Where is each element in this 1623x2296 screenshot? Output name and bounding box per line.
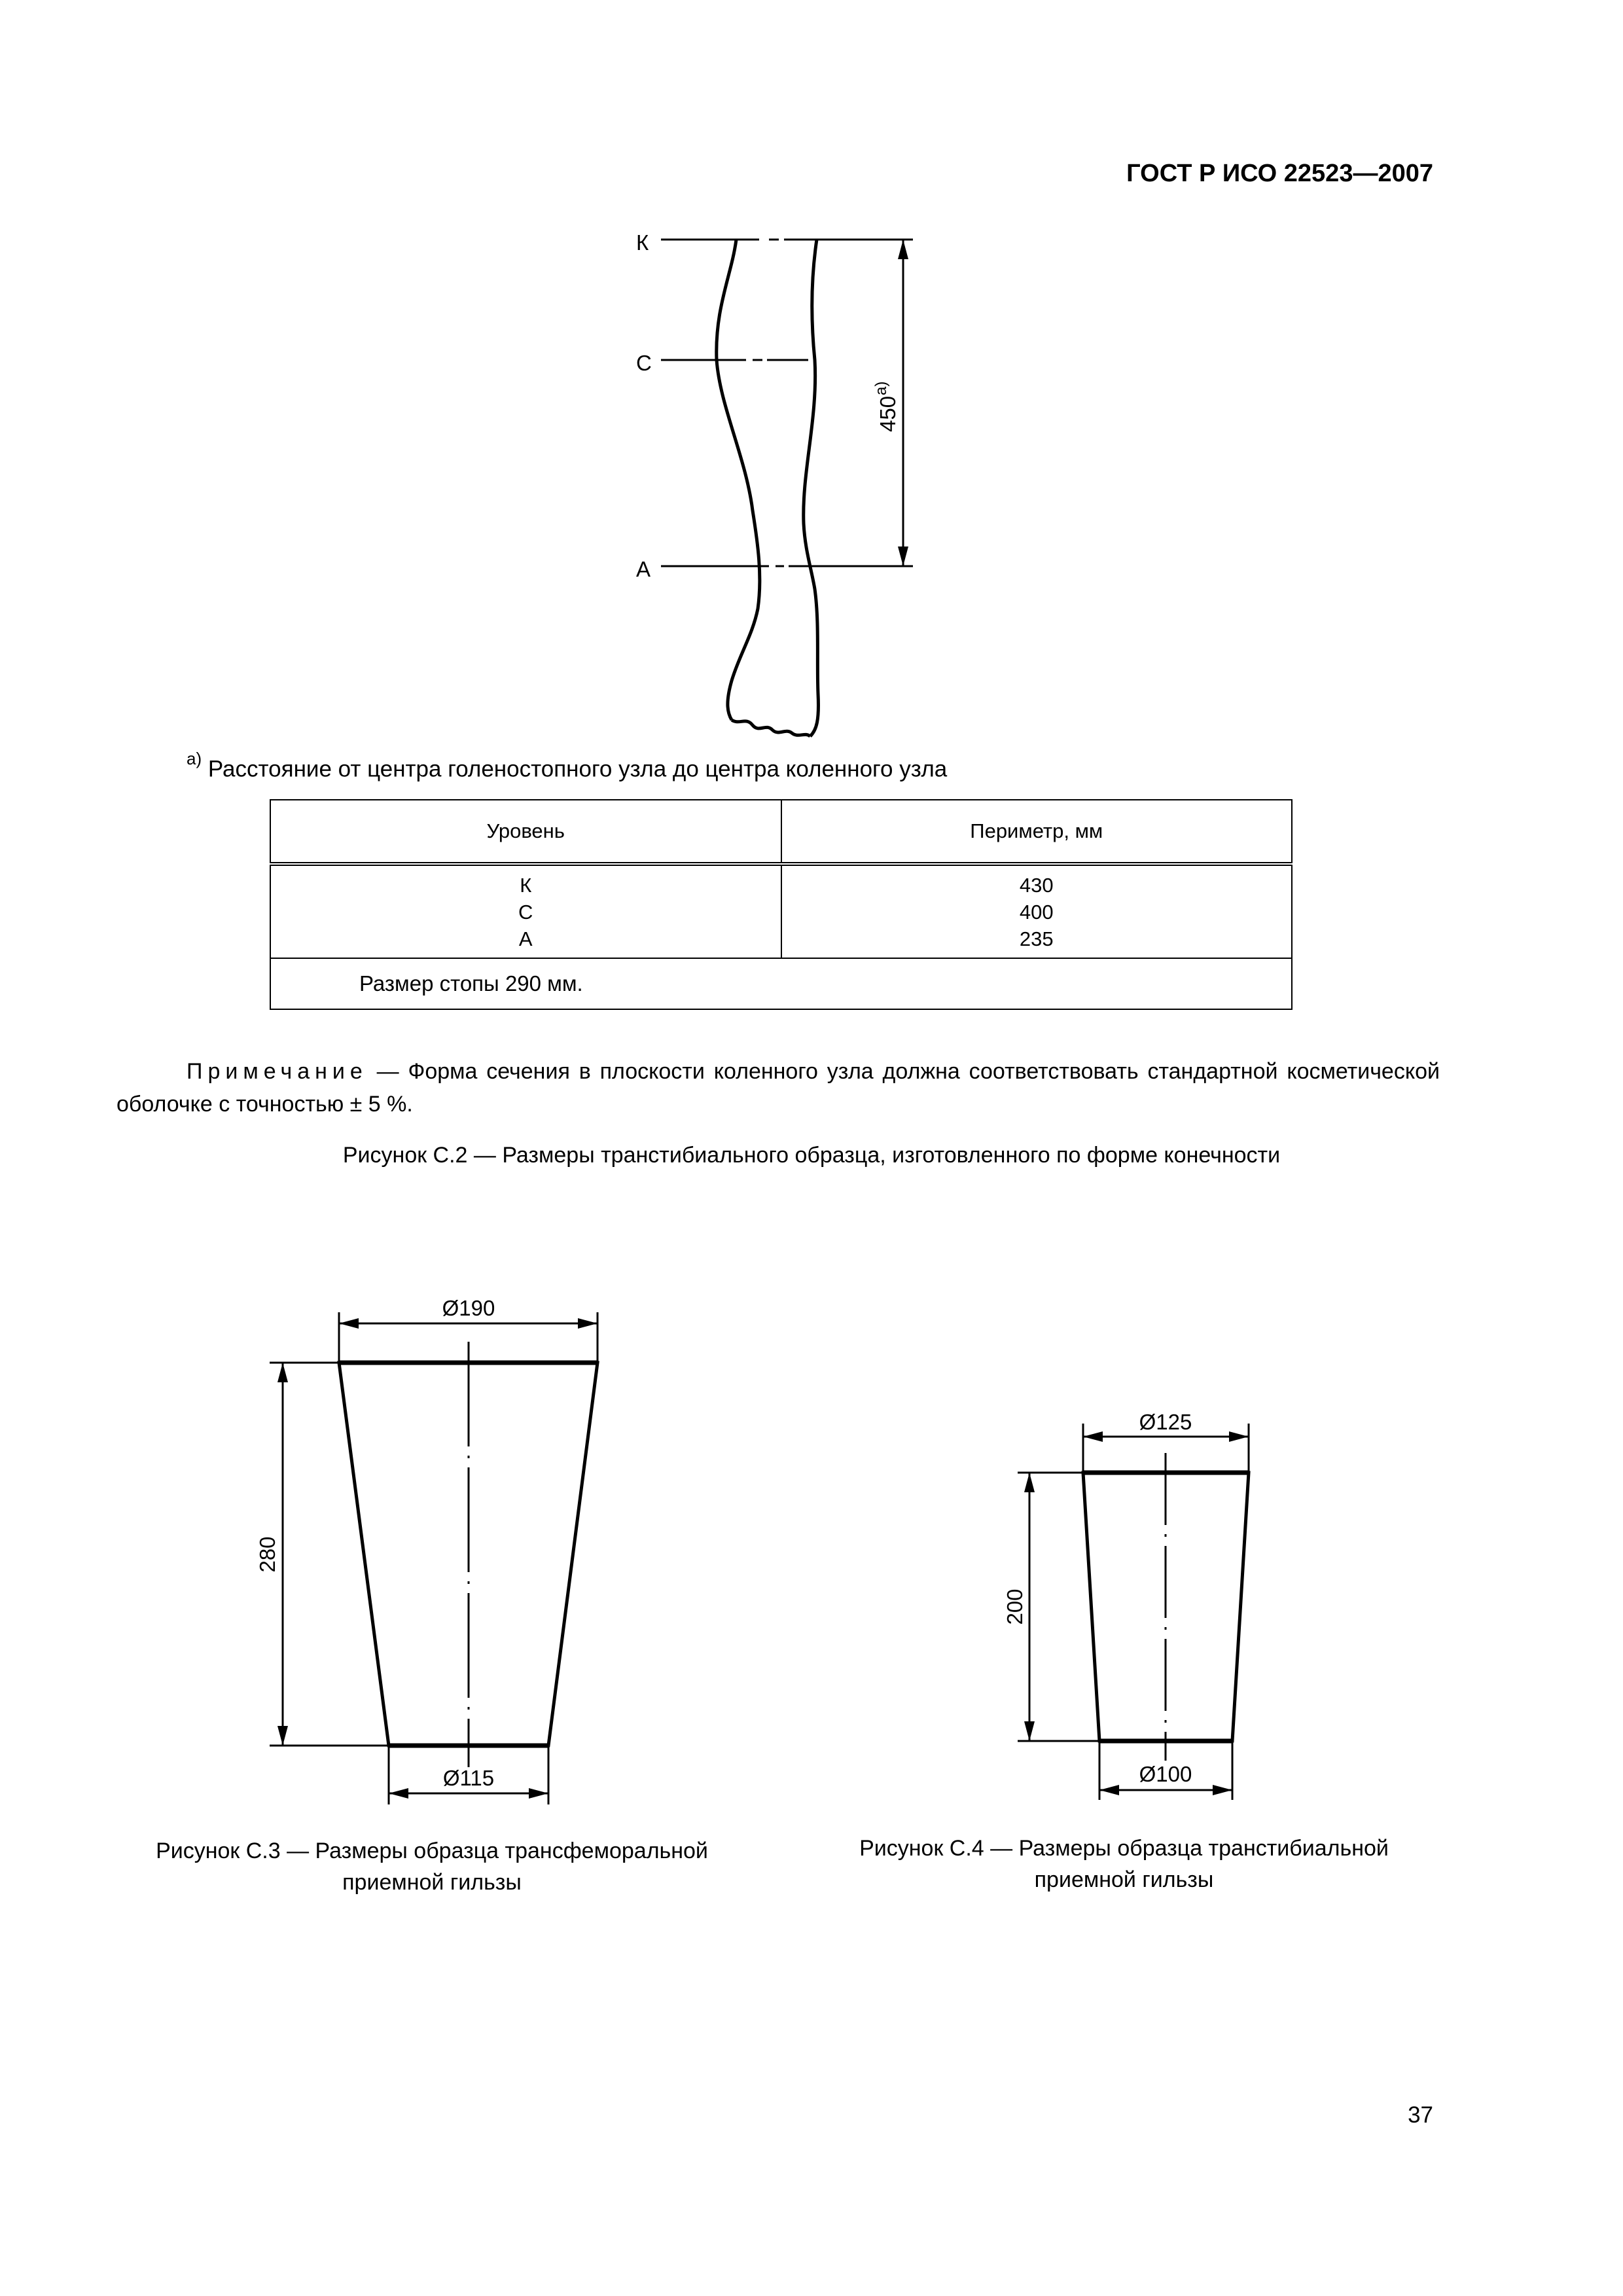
c3-bottom-diameter: Ø115 [442, 1766, 495, 1790]
footnote-text: Расстояние от центра голеностопного узла до центра коленного узла [207, 756, 948, 782]
perimeter-a: 235 [1019, 927, 1054, 950]
level-a: А [518, 927, 533, 950]
header-perimeter: Периметр, мм [781, 800, 1293, 864]
level-c: С [518, 900, 533, 924]
c4-top-diameter: Ø125 [1139, 1410, 1192, 1434]
note-label: Примечание [187, 1059, 368, 1084]
caption-c2: Рисунок С.2 — Размеры транстибиального образца, изготовленного по форме конечности [342, 1143, 1281, 1168]
table-values-row [270, 864, 1292, 958]
note-text: — Форма сечения в плоскости коленного узла должна соответствовать стандартной косметической оболочке с точностью ± 5 %. [116, 1059, 1440, 1117]
table-header-row [270, 800, 1292, 864]
leg-outline-left [717, 240, 760, 720]
level-label-c: С [636, 351, 652, 375]
level-cell [270, 864, 781, 958]
perimeter-table [270, 799, 1293, 1010]
level-k: К [520, 873, 532, 897]
figure-c4-drawing [1018, 1424, 1249, 1800]
perimeter-k: 430 [1019, 873, 1054, 897]
c3-height: 280 [255, 1536, 279, 1573]
page-number: 37 [1408, 2102, 1433, 2128]
foot-toes [732, 720, 810, 736]
footnote-marker: а) [187, 749, 202, 768]
leg-outline-right [804, 240, 819, 736]
level-label-k: К [636, 230, 649, 255]
footnote [187, 749, 948, 783]
figure-c3-drawing [270, 1312, 597, 1804]
c3-top-diameter: Ø190 [442, 1296, 495, 1320]
document-header: ГОСТ Р ИСО 22523—2007 [1126, 160, 1433, 187]
foot-size: Размер стопы 290 мм. [270, 958, 1292, 1009]
perimeter-cell [781, 864, 1293, 958]
note [116, 1055, 1440, 1121]
caption-c3: Рисунок С.3 — Размеры образца трансфеморальной приемной гильзы [156, 1839, 708, 1895]
table-footer-row [270, 958, 1292, 1009]
caption-c4: Рисунок С.4 — Размеры образца транстибиальной приемной гильзы [859, 1836, 1389, 1892]
perimeter-c: 400 [1019, 900, 1054, 924]
dimension-note: а) [872, 381, 890, 395]
dimension-label-450: 450 [876, 395, 900, 432]
c4-height: 200 [1003, 1588, 1027, 1625]
c4-bottom-diameter: Ø100 [1139, 1762, 1192, 1786]
header-level: Уровень [270, 800, 781, 864]
level-label-a: А [636, 557, 651, 581]
